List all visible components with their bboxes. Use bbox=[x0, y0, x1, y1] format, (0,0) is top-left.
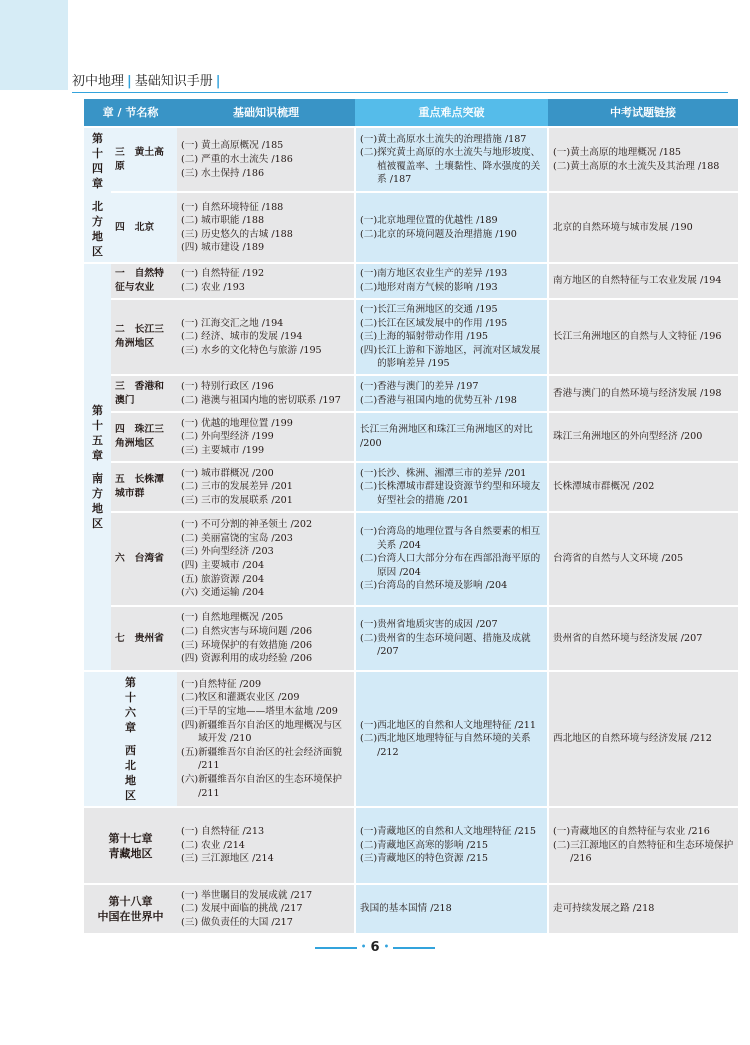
header-rule bbox=[72, 92, 728, 93]
basic-knowledge-cell: (一) 不可分割的神圣领土 /202 (二) 美丽富饶的宝岛 /203 (三) 外向型经济 /203 (四) 主要城市 /204 (五) 旅游资源 /204 (六) 交通运输 /204 bbox=[177, 512, 355, 606]
chapter-title: 第 十 五 章 南 方 地 区 bbox=[84, 263, 111, 671]
basic-knowledge-cell: (一) 黄土高原概况 /185 (二) 严重的水土流失 /186 (三) 水土保持 /186 bbox=[177, 127, 355, 192]
exam-link-cell: 贵州省的自然环境与经济发展 /207 bbox=[548, 606, 738, 671]
table-header-row bbox=[84, 98, 738, 127]
exam-link-cell: 长株潭城市群概况 /202 bbox=[548, 462, 738, 512]
key-points-cell: (一) 香港与澳门的差异 /197 (二) 香港与祖国内地的优势互补 /198 bbox=[355, 375, 548, 412]
section-name: 二 长江三 角洲地区 bbox=[111, 299, 177, 375]
key-points-cell: 我国的基本国情 /218 bbox=[355, 884, 548, 934]
table-row bbox=[84, 606, 738, 671]
section-name: 三 香港和 澳门 bbox=[111, 375, 177, 412]
basic-knowledge-cell: (一) 自然特征 /213 (二) 农业 /214 (三) 三江源地区 /214 bbox=[177, 807, 355, 884]
key-points-cell: (一) 长江三角洲地区的交通 /195 (二) 长江在区域发展中的作用 /195 (三) 上海的辐射带动作用 /195 (四) 长江上游和下游地区，河流对区域发展的影响差异 /195 bbox=[355, 299, 548, 375]
exam-link-cell: (一) 青藏地区的自然特征与农业 /216 (二) 三江源地区的自然特征和生态环境保护 /216 bbox=[548, 807, 738, 884]
section-name: 六 台湾省 bbox=[111, 512, 177, 606]
chapter-title: 第 十 四 章 北 方 地 区 bbox=[84, 127, 111, 263]
exam-link-cell: (一) 黄土高原的地理概况 /185 (二) 黄土高原的水土流失及其治理 /188 bbox=[548, 127, 738, 192]
header-subject: 初中地理 bbox=[72, 74, 125, 89]
table-row bbox=[84, 512, 738, 606]
exam-link-cell: 西北地区的自然环境与经济发展 /212 bbox=[548, 671, 738, 807]
key-points-cell: (一) 台湾岛的地理位置与各自然要素的相互关系 /204 (二) 台湾人口大部分分布在西部沿海平原的原因 /204 (三) 台湾岛的自然环境及影响 /204 bbox=[355, 512, 548, 606]
exam-link-cell: 南方地区的自然特征与工农业发展 /194 bbox=[548, 263, 738, 299]
chapter-title: 第十七章 青藏地区 bbox=[84, 807, 177, 884]
section-name: 一 自然特 征与农业 bbox=[111, 263, 177, 299]
chapter-title: 第十八章 中国在世界中 bbox=[84, 884, 177, 934]
key-points-cell: (一) 西北地区的自然和人文地理特征 /211 (二) 西北地区地理特征与自然环境的关系 /212 bbox=[355, 671, 548, 807]
table-row bbox=[84, 412, 738, 462]
basic-knowledge-cell: (一) 举世瞩目的发展成就 /217 (二) 发展中面临的挑战 /217 (三) 做负责任的大国 /217 bbox=[177, 884, 355, 934]
key-points-cell: (一) 青藏地区的自然和人文地理特征 /215 (二) 青藏地区高寒的影响 /215 (三) 青藏地区的特色资源 /215 bbox=[355, 807, 548, 884]
key-points-cell: (一) 南方地区农业生产的差异 /193 (二) 地形对南方气候的影响 /193 bbox=[355, 263, 548, 299]
page-footer bbox=[0, 937, 750, 953]
table-row bbox=[84, 299, 738, 375]
basic-knowledge-cell: (一) 特别行政区 /196 (二) 港澳与祖国内地的密切联系 /197 bbox=[177, 375, 355, 412]
section-name: 七 贵州省 bbox=[111, 606, 177, 671]
table-row bbox=[84, 807, 738, 884]
column-header-chapter-section: 章 / 节名称 bbox=[84, 98, 177, 127]
section-name: 三 黄土高 原 bbox=[111, 127, 177, 192]
corner-decoration bbox=[0, 0, 68, 90]
section-name: 四 珠江三 角洲地区 bbox=[111, 412, 177, 462]
table-row bbox=[84, 263, 738, 299]
basic-knowledge-cell: (一) 自然特征 /209 (二) 牧区和灌溉农业区 /209 (三) 干旱的宝地——塔里木盆地 /209 (四) 新疆维吾尔自治区的地理概况与区域开发 /210 (五) 新疆维吾尔自治区的社会经济面貌 /211 (六) 新疆维吾尔自治区的生态环境保护 /211 bbox=[177, 671, 355, 807]
key-points-cell: (一) 北京地理位置的优越性 /189 (二) 北京的环境问题及治理措施 /190 bbox=[355, 192, 548, 263]
basic-knowledge-cell: (一) 江海交汇之地 /194 (二) 经济、城市的发展 /194 (三) 水乡的文化特色与旅游 /195 bbox=[177, 299, 355, 375]
header-end-mark: | bbox=[215, 74, 221, 89]
footer-rule-left bbox=[315, 947, 357, 949]
page-number: 6 bbox=[370, 940, 380, 955]
column-header-key: 重点难点突破 bbox=[355, 98, 548, 127]
table-row bbox=[84, 671, 738, 807]
exam-link-cell: 台湾省的自然与人文环境 /205 bbox=[548, 512, 738, 606]
footer-dot-right: • bbox=[383, 942, 390, 953]
chapter-title: 第 十 六 章 西 北 地 区 bbox=[84, 671, 177, 807]
column-header-basic: 基础知识梳理 bbox=[177, 98, 355, 127]
exam-link-cell: 走可持续发展之路 /218 bbox=[548, 884, 738, 934]
key-points-cell: (一) 黄土高原水土流失的治理措施 /187 (二) 探究黄土高原的水土流失与地形坡度、植被覆盖率、土壤黏性、降水强度的关系 /187 bbox=[355, 127, 548, 192]
basic-knowledge-cell: (一) 自然环境特征 /188 (二) 城市职能 /188 (三) 历史悠久的古城 /188 (四) 城市建设 /189 bbox=[177, 192, 355, 263]
exam-link-cell: 香港与澳门的自然环境与经济发展 /198 bbox=[548, 375, 738, 412]
basic-knowledge-cell: (一) 自然地理概况 /205 (二) 自然灾害与环境问题 /206 (三) 环境保护的有效措施 /206 (四) 资源利用的成功经验 /206 bbox=[177, 606, 355, 671]
basic-knowledge-cell: (一) 城市群概况 /200 (二) 三市的发展差异 /201 (三) 三市的发展联系 /201 bbox=[177, 462, 355, 512]
knowledge-outline-table bbox=[84, 97, 738, 935]
footer-rule-right bbox=[393, 947, 435, 949]
running-header bbox=[72, 70, 732, 92]
section-name: 四 北京 bbox=[111, 192, 177, 263]
table-row bbox=[84, 462, 738, 512]
header-separator: | bbox=[127, 74, 132, 89]
column-header-exam: 中考试题链接 bbox=[548, 98, 738, 127]
basic-knowledge-cell: (一) 优越的地理位置 /199 (二) 外向型经济 /199 (三) 主要城市 /199 bbox=[177, 412, 355, 462]
key-points-cell: (一) 长沙、株洲、湘潭三市的差异 /201 (二) 长株潭城市群建设资源节约型和环境友好型社会的措施 /201 bbox=[355, 462, 548, 512]
section-name: 五 长株潭 城市群 bbox=[111, 462, 177, 512]
table-row bbox=[84, 884, 738, 934]
key-points-cell: 长江三角洲地区和珠江三角洲地区的对比 /200 bbox=[355, 412, 548, 462]
table-row bbox=[84, 192, 738, 263]
exam-link-cell: 长江三角洲地区的自然与人文特征 /196 bbox=[548, 299, 738, 375]
key-points-cell: (一) 贵州省地质灾害的成因 /207 (二) 贵州省的生态环境问题、措施及成就 /207 bbox=[355, 606, 548, 671]
header-book-title: 基础知识手册 bbox=[134, 74, 213, 89]
footer-dot-left: • bbox=[360, 942, 367, 953]
exam-link-cell: 北京的自然环境与城市发展 /190 bbox=[548, 192, 738, 263]
table-row bbox=[84, 127, 738, 192]
exam-link-cell: 珠江三角洲地区的外向型经济 /200 bbox=[548, 412, 738, 462]
basic-knowledge-cell: (一) 自然特征 /192 (二) 农业 /193 bbox=[177, 263, 355, 299]
table-row bbox=[84, 375, 738, 412]
